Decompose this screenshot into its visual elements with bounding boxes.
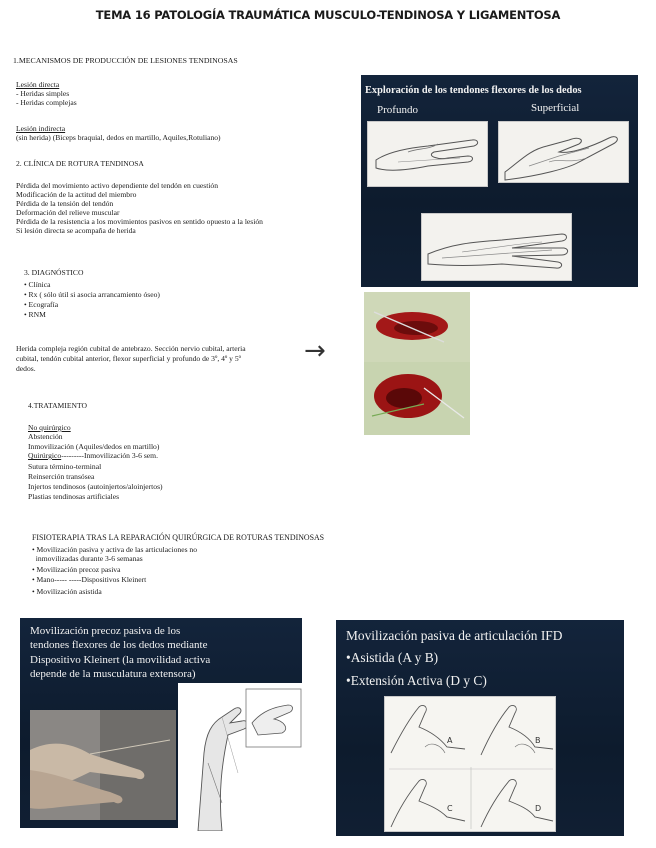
hand-sketch-icon [368,122,489,188]
figure-label-b: B [535,736,541,745]
physio-heading: FISIOTERAPIA TRAS LA REPARACIÓN QUIRÚRGICA DE ROTURAS TENDINOSAS [32,533,325,542]
physio-item: inmovilizadas durante 3-6 semanas [32,554,143,563]
figure-label-a: A [447,736,453,745]
clinic-line: Si lesión directa se acompaña de herida [16,226,136,235]
ifd-bullet: •Extensión Activa (D y C) [346,673,487,688]
direct-item: - Heridas simples [16,89,70,98]
treatment-line: Injertos tendinosos (autoinjertos/aloinjertos) [28,482,163,491]
diagnosis-item: • Ecografía [24,300,59,309]
section-4-heading: 4.TRATAMIENTO [28,401,87,410]
surgical-label: Quirúrgico [28,451,62,460]
case-description-line: dedos. [16,364,36,373]
hand-photo-image [30,710,176,820]
treatment-line: Reinserción transósea [28,472,95,481]
surgical-immobilization: ---------Inmovilización 3-6 sem. [61,451,158,460]
deep-label: Profundo [377,104,418,116]
flexor-exploration-slide [361,75,638,287]
clinic-line: Pérdida de la tensión del tendón [16,199,114,208]
direct-item: - Heridas complejas [16,98,77,107]
wound-photo-image [364,292,470,435]
splint-sketch-icon [178,683,303,831]
physio-item: • Mano----- -----Dispositivos Kleinert [32,575,147,584]
ifd-bullet: •Asistida (A y B) [346,650,439,665]
case-description-line: cubital, tendón cubital anterior, flexor superficial y profundo de 3º, 4º y 5º [16,354,242,363]
diagnosis-item: • Rx ( sólo útil si asocia arrancamiento óseo) [24,290,160,299]
hand-sketch-icon [422,214,573,282]
slide-title: Exploración de los tendones flexores de los dedos [365,85,582,96]
deep-flexor-illustration [367,121,488,187]
page-title: TEMA 16 PATOLOGÍA TRAUMÁTICA MUSCULO-TENDINOSA Y LIGAMENTOSA [95,8,561,22]
direct-lesion-label: Lesión directa [16,80,60,89]
physio-item: • Movilización asistida [32,587,102,596]
clinic-line: Pérdida del movimiento activo dependiente del tendón en cuestión [16,181,219,190]
surgical-line [28,451,158,460]
figure-label-c: C [447,804,453,813]
physio-item: • Movilización precoz pasiva [32,565,121,574]
superficial-label: Superficial [531,102,580,114]
clinic-line: Pérdida de la resistencia a los movimientos pasivos en sentido opuesto a la lesión [16,217,263,226]
section-2-heading: 2. CLÍNICA DE ROTURA TENDINOSA [16,159,144,168]
kleinert-illustration [178,683,303,831]
hand-sketch-icon [499,122,630,184]
indirect-lesion-label: Lesión indirecta [16,124,66,133]
surgical-wound-photo [364,292,470,435]
kleinert-text-line: tendones flexores de los dedos mediante [30,639,208,651]
clinic-line: Modificación de la actitud del miembro [16,190,137,199]
case-description-line: Herida compleja región cubital de antebrazo. Sección nervio cubital, arteria [16,344,246,353]
kleinert-text-line: Movilización precoz pasiva de los [30,625,181,637]
indirect-lesion-text: (sin herida) (Biceps braquial, dedos en martillo, Aquiles,Rotuliano) [16,133,221,142]
ifd-slide-title: Movilización pasiva de articulación IFD [346,628,563,643]
superficial-flexor-illustration [498,121,629,183]
hand-anatomy-illustration [421,213,572,281]
ifd-mobilization-slide [336,620,624,836]
clinic-line: Deformación del relieve muscular [16,208,120,217]
treatment-line: Plastias tendinosas artificiales [28,492,120,501]
diagnosis-item: • RNM [24,310,46,319]
non-surgical-label: No quirúrgico [28,423,71,432]
ifd-figures-illustration [384,696,556,832]
treatment-line: Abstención [28,432,63,441]
treatment-line: Inmovilización (Aquiles/dedos en martillo) [28,442,160,451]
arrow-right-icon: → [304,336,326,366]
figure-label-d: D [535,804,542,813]
section-1-heading: 1.MECANISMOS DE PRODUCCIÓN DE LESIONES TENDINOSAS [13,56,238,65]
kleinert-text-line: depende de la musculatura extensora) [30,668,196,680]
section-3-heading: 3. DIAGNÓSTICO [24,268,84,277]
kleinert-text-line: Dispositivo Kleinert (la movilidad activa [30,654,211,666]
finger-mobilization-sketch [385,697,557,833]
treatment-line: Sutura término-terminal [28,462,102,471]
physio-item: • Movilización pasiva y activa de las articulaciones no [32,545,198,554]
diagnosis-item: • Clínica [24,280,51,289]
kleinert-photo [30,710,176,820]
